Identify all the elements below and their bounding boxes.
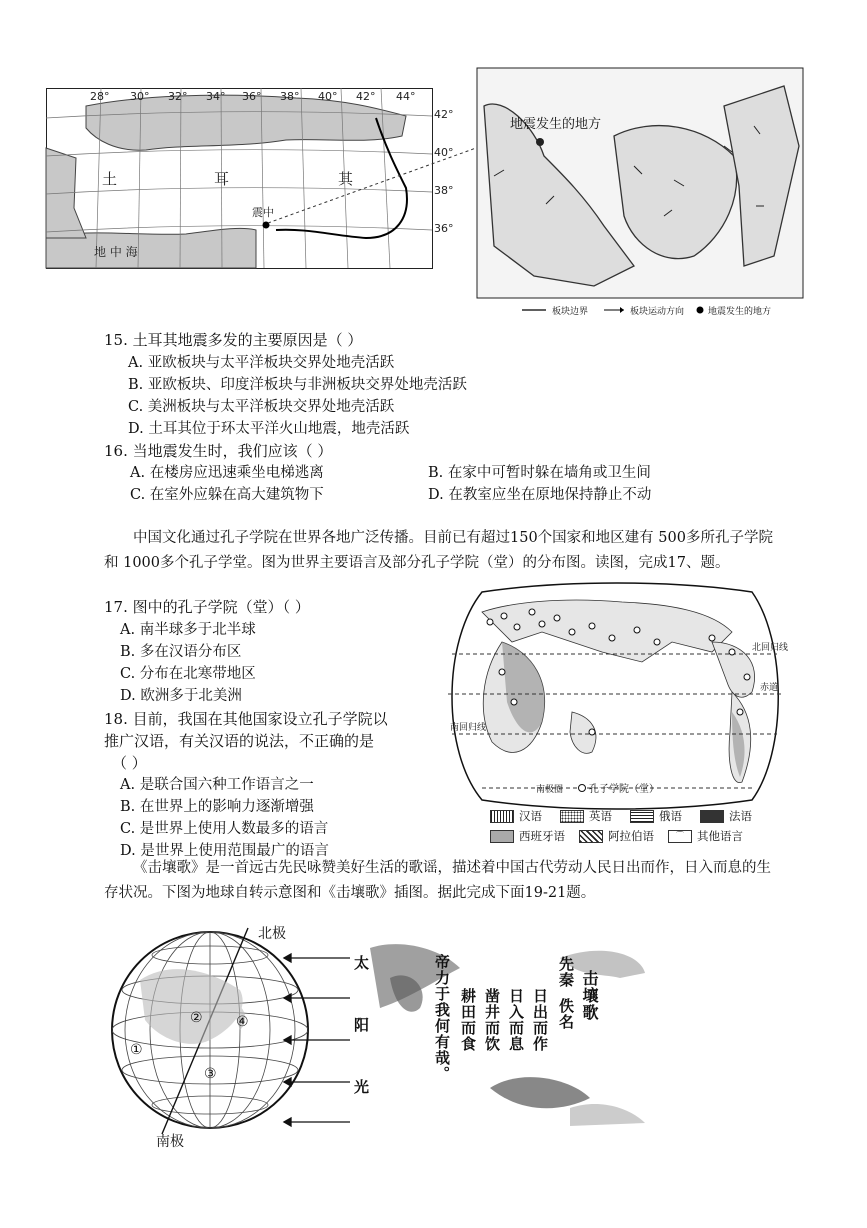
passage-confucius: 中国文化通过孔子学院在世界各地广泛传播。目前已有超过150个国家和地区建有 500多所孔子学院和 1000多个孔子学堂。图为世界主要语言及部分孔子学院（堂）的分布图。读图，完成17、题。 bbox=[104, 530, 773, 571]
world-language-map bbox=[442, 582, 787, 844]
sunlight-char-1: 太 bbox=[354, 954, 370, 972]
arabic-swatch bbox=[579, 830, 603, 843]
point-3: ③ bbox=[204, 1066, 217, 1082]
other-swatch: ⌒ bbox=[668, 830, 692, 843]
poem-line-3: 凿井而饮 bbox=[483, 988, 501, 1052]
lon-label: 28° bbox=[90, 90, 110, 103]
russian-swatch bbox=[630, 810, 654, 823]
legend-plate-boundary: 板块边界 bbox=[552, 307, 589, 317]
language-legend-row1 bbox=[490, 808, 752, 824]
q15-stem: 15. 土耳其地震多发的主要原因是（ ） bbox=[104, 331, 363, 349]
q17-option-d[interactable]: D. 欧洲多于北美洲 bbox=[120, 688, 242, 704]
confucius-legend-label: 孔子学院（堂） bbox=[589, 784, 659, 795]
q17-stem: 17. 图中的孔子学院（堂）（ ） bbox=[104, 598, 310, 616]
lon-label: 44° bbox=[396, 90, 416, 103]
q15-option-b[interactable]: B. 亚欧板块、印度洋板块与非洲板块交界处地壳活跃 bbox=[128, 377, 467, 393]
q18-option-a[interactable]: A. 是联合国六种工作语言之一 bbox=[120, 777, 314, 793]
q18-option-b[interactable]: B. 在世界上的影响力逐渐增强 bbox=[120, 799, 314, 815]
q17-option-c[interactable]: C. 分布在北寒带地区 bbox=[120, 666, 256, 682]
poem-line-1: 日出而作 bbox=[531, 988, 549, 1052]
spanish-swatch bbox=[490, 830, 514, 843]
q18-stem-line1: 18. 目前，我国在其他国家设立孔子学院以 bbox=[104, 710, 388, 728]
legend-english: 英语 bbox=[560, 808, 612, 824]
lon-label: 30° bbox=[130, 90, 150, 103]
poem-line-4: 耕田而食 bbox=[459, 988, 477, 1052]
plate-map bbox=[474, 66, 808, 318]
country-char: 耳 bbox=[214, 170, 230, 188]
legend-chinese: 汉语 bbox=[490, 808, 542, 824]
tropic-north-label: 北回归线 bbox=[752, 643, 789, 653]
point-1: ① bbox=[130, 1042, 143, 1058]
country-char: 土 bbox=[102, 170, 118, 188]
legend-arabic: 阿拉伯语 bbox=[579, 828, 654, 844]
q16-option-d[interactable]: D. 在教室应坐在原地保持静止不动 bbox=[428, 487, 652, 503]
epicenter-label: 震中 bbox=[252, 206, 274, 219]
q18-option-c[interactable]: C. 是世界上使用人数最多的语言 bbox=[120, 821, 329, 837]
poem-line-2: 日入而息 bbox=[507, 988, 525, 1052]
lon-label: 34° bbox=[206, 90, 226, 103]
lon-label: 32° bbox=[168, 90, 188, 103]
language-legend-row2 bbox=[490, 828, 743, 844]
poem-era: 先秦 bbox=[557, 956, 575, 988]
sunlight-char-3: 光 bbox=[354, 1078, 370, 1096]
sunlight-char-2: 阳 bbox=[354, 1016, 370, 1034]
q15-option-a[interactable]: A. 亚欧板块与太平洋板块交界处地壳活跃 bbox=[128, 355, 395, 371]
legend-other: ⌒ 其他语言 bbox=[668, 828, 743, 844]
point-2: ② bbox=[190, 1010, 203, 1026]
poem-author: 佚名 bbox=[557, 998, 575, 1030]
quake-marker bbox=[536, 138, 544, 146]
lon-label: 36° bbox=[242, 90, 262, 103]
legend-quake-site: 地震发生的地方 bbox=[708, 307, 772, 317]
north-pole-label: 北极 bbox=[258, 926, 286, 942]
lon-label: 40° bbox=[318, 90, 338, 103]
english-swatch bbox=[560, 810, 584, 823]
q16-option-c[interactable]: C. 在室外应躲在高大建筑物下 bbox=[130, 487, 324, 503]
q17-option-a[interactable]: A. 南半球多于北半球 bbox=[120, 622, 256, 638]
poem-title: 击壤歌 bbox=[580, 970, 599, 1021]
passage-jirangge: 《击壤歌》是一首远古先民咏赞美好生活的歌谣，描述着中国古代劳动人民日出而作，日入而息的生存状况。下图为地球自转示意图和《击壤歌》插图。据此完成下面19-21题。 bbox=[104, 860, 771, 901]
q18-option-d[interactable]: D. 是世界上使用范围最广的语言 bbox=[120, 843, 329, 859]
antarctic-circle-label: 南极圈 bbox=[536, 785, 564, 795]
legend-french: 法语 bbox=[700, 808, 752, 824]
q17-option-b[interactable]: B. 多在汉语分布区 bbox=[120, 644, 242, 660]
lon-label: 38° bbox=[280, 90, 300, 103]
lat-label: 40° bbox=[434, 146, 454, 159]
legend-spanish: 西班牙语 bbox=[490, 828, 565, 844]
poem-illustration bbox=[370, 938, 650, 1128]
tropic-south-label: 南回归线 bbox=[450, 723, 487, 733]
chinese-swatch bbox=[490, 810, 514, 823]
lat-label: 36° bbox=[434, 222, 454, 235]
turkey-map bbox=[46, 88, 454, 270]
legend-russian: 俄语 bbox=[630, 808, 682, 824]
quake-callout: 地震发生的地方 bbox=[510, 117, 602, 132]
q16-stem: 16. 当地震发生时，我们应该（ ） bbox=[104, 442, 333, 460]
q18-stem-line3: （ ） bbox=[112, 754, 147, 772]
point-4: ④ bbox=[236, 1014, 249, 1030]
sea-label: 地 中 海 bbox=[94, 245, 138, 259]
q16-option-b[interactable]: B. 在家中可暂时躲在墙角或卫生间 bbox=[428, 465, 651, 481]
q15-option-c[interactable]: C. 美洲板块与太平洋板块交界处地壳活跃 bbox=[128, 399, 395, 415]
lon-label: 42° bbox=[356, 90, 376, 103]
equator-label: 赤道 bbox=[760, 683, 779, 693]
q16-option-a[interactable]: A. 在楼房应迅速乘坐电梯逃离 bbox=[130, 465, 324, 481]
lat-label: 38° bbox=[434, 184, 454, 197]
country-char: 其 bbox=[338, 170, 354, 188]
lat-label: 42° bbox=[434, 108, 454, 121]
legend-plate-motion: 板块运动方向 bbox=[630, 307, 685, 317]
q15-option-d[interactable]: D. 土耳其位于环太平洋火山地震，地壳活跃 bbox=[128, 421, 410, 437]
south-pole-label: 南极 bbox=[156, 1134, 184, 1150]
french-swatch bbox=[700, 810, 724, 823]
q18-stem-line2: 推广汉语，有关汉语的说法，不正确的是 bbox=[104, 732, 375, 750]
poem-line-5: 帝力于我何有哉。 bbox=[433, 954, 451, 1082]
